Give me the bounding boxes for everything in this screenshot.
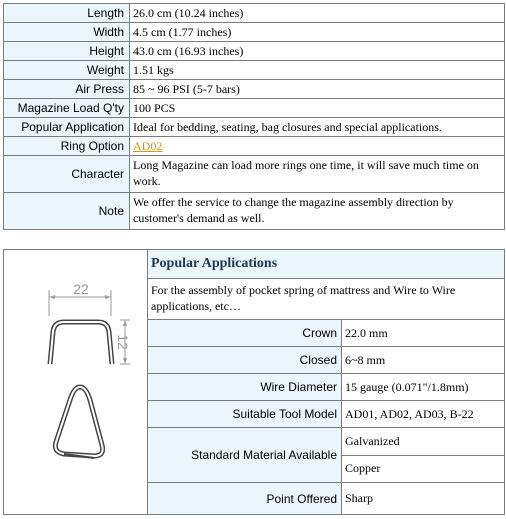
spec-row-magazine-load — [4, 99, 504, 118]
material-galvanized: Galvanized — [342, 428, 504, 456]
spec-label: Wire Diameter — [148, 374, 342, 400]
spec-value: 4.5 cm (1.77 inches) — [133, 25, 232, 39]
spec-value: Ideal for bedding, seating, bag closures and special applications. — [133, 120, 442, 134]
spec-label: Point Offered — [148, 483, 342, 514]
height-dimension-label: 12 — [115, 334, 131, 350]
spec-value — [130, 137, 504, 155]
spec-label: Length — [4, 4, 130, 22]
spec-value: 1.51 kgs — [133, 63, 174, 77]
material-values — [342, 428, 504, 482]
section-title: Popular Applications — [148, 250, 504, 279]
spec-row-weight — [4, 61, 504, 80]
spec-label: Width — [4, 23, 130, 41]
spec-label: Air Press — [4, 80, 130, 98]
spec-table — [3, 3, 505, 230]
wire-diameter-row — [148, 374, 504, 401]
spec-label: Popular Application — [4, 118, 130, 136]
closed-row — [148, 347, 504, 374]
spec-value: 22.0 mm — [345, 325, 388, 340]
spec-value: 43.0 cm (16.93 inches) — [133, 44, 244, 58]
spec-value: 15 gauge (0.071"/1.8mm) — [345, 379, 469, 394]
crown-row — [148, 320, 504, 347]
spec-label: Closed — [148, 347, 342, 373]
spec-label: Note — [4, 193, 130, 229]
applications-details — [148, 250, 504, 514]
spec-value: 100 PCS — [133, 101, 176, 115]
point-offered-row — [148, 483, 504, 514]
spec-label: Height — [4, 42, 130, 60]
popular-applications-panel — [3, 249, 505, 515]
spec-row-ring-option — [4, 137, 504, 156]
ring-diagram-icon — [4, 250, 147, 514]
ring-drawing — [4, 250, 148, 514]
spec-value: We offer the service to change the magazine assembly direction by customer's demand as well. — [133, 195, 454, 225]
spec-label: Standard Material Available — [148, 428, 342, 482]
spec-row-height — [4, 42, 504, 61]
spec-row-air-press — [4, 80, 504, 99]
spec-value: AD01, AD02, AD03, B-22 — [345, 406, 474, 421]
spec-row-popular-application — [4, 118, 504, 137]
spec-row-character — [4, 156, 504, 193]
spec-value: 6~8 mm — [345, 352, 386, 367]
spec-row-note — [4, 193, 504, 229]
width-dimension-label: 22 — [73, 281, 89, 297]
spec-row-length — [4, 4, 504, 23]
spec-label: Suitable Tool Model — [148, 401, 342, 427]
ring-option-link[interactable]: AD02 — [133, 139, 163, 153]
suitable-tool-row — [148, 401, 504, 428]
spec-value: 85 ~ 96 PSI (5-7 bars) — [133, 82, 240, 96]
spec-row-width — [4, 23, 504, 42]
spec-label: Weight — [4, 61, 130, 79]
spec-label: Character — [4, 156, 130, 192]
spec-value: Sharp — [345, 491, 373, 505]
material-copper: Copper — [345, 461, 381, 476]
spec-value: Long Magazine can load more rings one time, it will save much time on work. — [133, 158, 479, 188]
spec-value: 26.0 cm (10.24 inches) — [133, 6, 244, 20]
spec-label: Ring Option — [4, 137, 130, 155]
material-row — [148, 428, 504, 483]
spec-label: Magazine Load Q'ty — [4, 99, 130, 117]
spec-label: Crown — [148, 320, 342, 346]
applications-description: For the assembly of pocket spring of mattress and Wire to Wire applications, etc… — [148, 279, 504, 320]
